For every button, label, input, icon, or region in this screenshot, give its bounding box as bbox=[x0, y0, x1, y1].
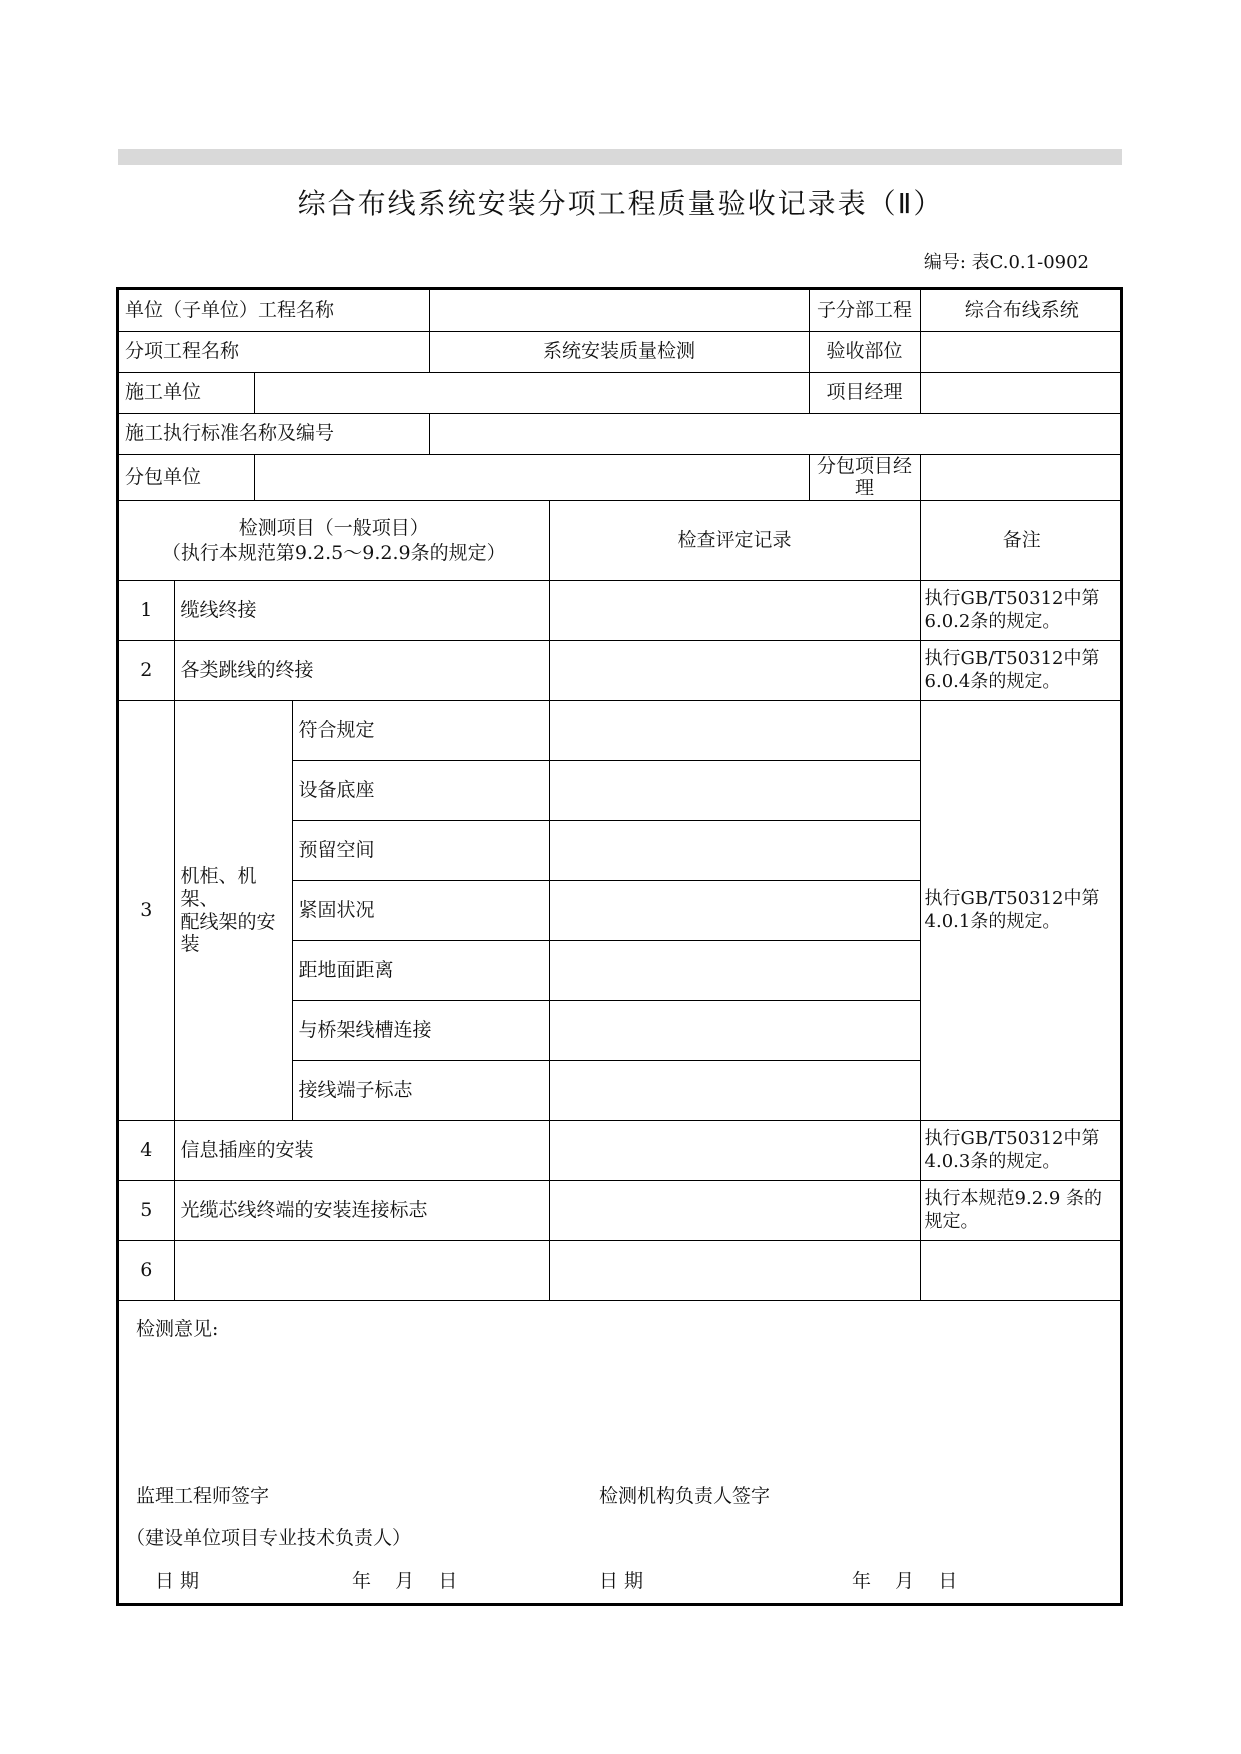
sub-item-record-field[interactable] bbox=[549, 941, 920, 1001]
row-record-field[interactable] bbox=[549, 581, 920, 641]
unit-project-field[interactable] bbox=[429, 290, 809, 331]
column-header-row bbox=[119, 501, 1123, 581]
sub-item-record-field[interactable] bbox=[549, 821, 920, 881]
acceptance-part-label: 验收部位 bbox=[809, 331, 920, 372]
sub-item-record-field[interactable] bbox=[549, 1001, 920, 1061]
remark-line2: 6.0.4条的规定。 bbox=[924, 670, 1061, 692]
row-item-name: 信息插座的安装 bbox=[174, 1121, 549, 1181]
table-row bbox=[119, 1181, 1123, 1241]
sub-manager-field[interactable] bbox=[920, 454, 1123, 501]
sub-item-name: 与桥架线槽连接 bbox=[292, 1001, 549, 1061]
record-column-header: 检查评定记录 bbox=[549, 501, 920, 581]
row-item-name: 光缆芯线终端的安装连接标志 bbox=[174, 1181, 549, 1241]
form-title: 综合布线系统安装分项工程质量验收记录表（Ⅱ） bbox=[297, 187, 944, 220]
sub-item-name: 设备底座 bbox=[292, 761, 549, 821]
unit-project-label: 单位（子单位）工程名称 bbox=[119, 290, 429, 331]
sub-item-label: 分项工程名称 bbox=[119, 331, 429, 372]
construction-unit-label: 施工单位 bbox=[119, 372, 254, 413]
row-record-field[interactable] bbox=[549, 641, 920, 701]
header-row-2 bbox=[119, 331, 1123, 372]
acceptance-part-field[interactable] bbox=[920, 331, 1123, 372]
row-number: 3 bbox=[119, 701, 174, 1121]
construction-unit-field[interactable] bbox=[254, 372, 809, 413]
top-gray-bar bbox=[118, 149, 1122, 165]
item-name-line2: 配线架的安装 bbox=[180, 910, 276, 956]
supervisor-signature-label: 监理工程师签字 bbox=[136, 1485, 270, 1508]
header-row-3 bbox=[119, 372, 1123, 413]
table-row bbox=[119, 1241, 1123, 1301]
sub-item-record-field[interactable] bbox=[549, 701, 920, 761]
remark-line1: 执行GB/T50312中第 bbox=[924, 588, 1100, 610]
acceptance-form bbox=[116, 287, 1123, 1606]
sub-item-name: 距地面距离 bbox=[292, 941, 549, 1001]
row-item-name[interactable] bbox=[174, 1241, 549, 1301]
remark-line1: 执行GB/T50312中第 bbox=[924, 648, 1100, 670]
row-remark bbox=[920, 1181, 1123, 1241]
row-number: 4 bbox=[119, 1121, 174, 1181]
header-row-4 bbox=[119, 413, 1123, 454]
header-row-1 bbox=[119, 290, 1123, 331]
table-row bbox=[119, 1121, 1123, 1181]
supervisor-date-ymd: 年 月 日 bbox=[352, 1570, 458, 1593]
document-number: 编号: 表C.0.1-0902 bbox=[923, 252, 1089, 273]
row-remark bbox=[920, 1121, 1123, 1181]
supervisor-date-label: 日 期 bbox=[155, 1570, 200, 1593]
subcontractor-field[interactable] bbox=[254, 454, 809, 501]
table-row bbox=[119, 701, 1123, 761]
item-header-line1: 检测项目（一般项目） bbox=[238, 516, 429, 539]
item-name-line1: 机柜、机架、 bbox=[180, 865, 257, 910]
remark-line1: 执行GB/T50312中第 bbox=[924, 888, 1100, 910]
row-number: 2 bbox=[119, 641, 174, 701]
remark-line2: 6.0.2条的规定。 bbox=[924, 610, 1061, 632]
remark-line2: 4.0.3条的规定。 bbox=[924, 1150, 1061, 1172]
sub-item-name: 预留空间 bbox=[292, 821, 549, 881]
opinion-label: 检测意见: bbox=[136, 1318, 219, 1341]
sub-division-value[interactable]: 综合布线系统 bbox=[920, 290, 1123, 331]
row-number: 5 bbox=[119, 1181, 174, 1241]
row-item-name: 各类跳线的终接 bbox=[174, 641, 549, 701]
row-remark bbox=[920, 641, 1123, 701]
sub-item-record-field[interactable] bbox=[549, 881, 920, 941]
row-number: 1 bbox=[119, 581, 174, 641]
remark-line1: 执行本规范9.2.9 条的 bbox=[924, 1188, 1103, 1210]
inspector-signature-label: 检测机构负责人签字 bbox=[599, 1485, 771, 1508]
item-header-line2: （执行本规范第9.2.5～9.2.9条的规定） bbox=[161, 541, 506, 564]
sub-item-name: 接线端子标志 bbox=[292, 1061, 549, 1121]
project-manager-label: 项目经理 bbox=[809, 372, 920, 413]
row-remark bbox=[920, 701, 1123, 1121]
remark-column-header: 备注 bbox=[920, 501, 1123, 581]
sub-division-label: 子分部工程 bbox=[809, 290, 920, 331]
header-row-5 bbox=[119, 454, 1123, 501]
supervisor-sub-label: （建设单位项目专业技术负责人） bbox=[126, 1527, 412, 1550]
remark-line2: 4.0.1条的规定。 bbox=[924, 910, 1061, 932]
sub-item-record-field[interactable] bbox=[549, 761, 920, 821]
inspector-date-label: 日 期 bbox=[599, 1570, 644, 1593]
project-manager-field[interactable] bbox=[920, 372, 1123, 413]
row-number: 6 bbox=[119, 1241, 174, 1301]
sub-item-name: 紧固状况 bbox=[292, 881, 549, 941]
inspector-date-ymd: 年 月 日 bbox=[852, 1570, 958, 1593]
row-remark bbox=[920, 581, 1123, 641]
standard-field[interactable] bbox=[429, 413, 1123, 454]
sub-item-name: 符合规定 bbox=[292, 701, 549, 761]
sub-item-value[interactable]: 系统安装质量检测 bbox=[429, 331, 809, 372]
row-record-field[interactable] bbox=[549, 1121, 920, 1181]
item-column-header bbox=[119, 501, 549, 581]
sub-manager-label: 分包项目经理 bbox=[809, 454, 920, 501]
sub-item-record-field[interactable] bbox=[549, 1061, 920, 1121]
opinion-section bbox=[119, 1301, 1120, 1744]
remark-line2: 规定。 bbox=[924, 1210, 979, 1232]
row-remark[interactable] bbox=[920, 1241, 1123, 1301]
table-row bbox=[119, 581, 1123, 641]
row-record-field[interactable] bbox=[549, 1181, 920, 1241]
row-item-name: 缆线终接 bbox=[174, 581, 549, 641]
row-item-name bbox=[174, 701, 292, 1121]
remark-line1: 执行GB/T50312中第 bbox=[924, 1128, 1100, 1150]
table-row bbox=[119, 641, 1123, 701]
standard-label: 施工执行标准名称及编号 bbox=[119, 413, 429, 454]
form-table bbox=[119, 290, 1123, 1301]
subcontractor-label: 分包单位 bbox=[119, 454, 254, 501]
row-record-field[interactable] bbox=[549, 1241, 920, 1301]
